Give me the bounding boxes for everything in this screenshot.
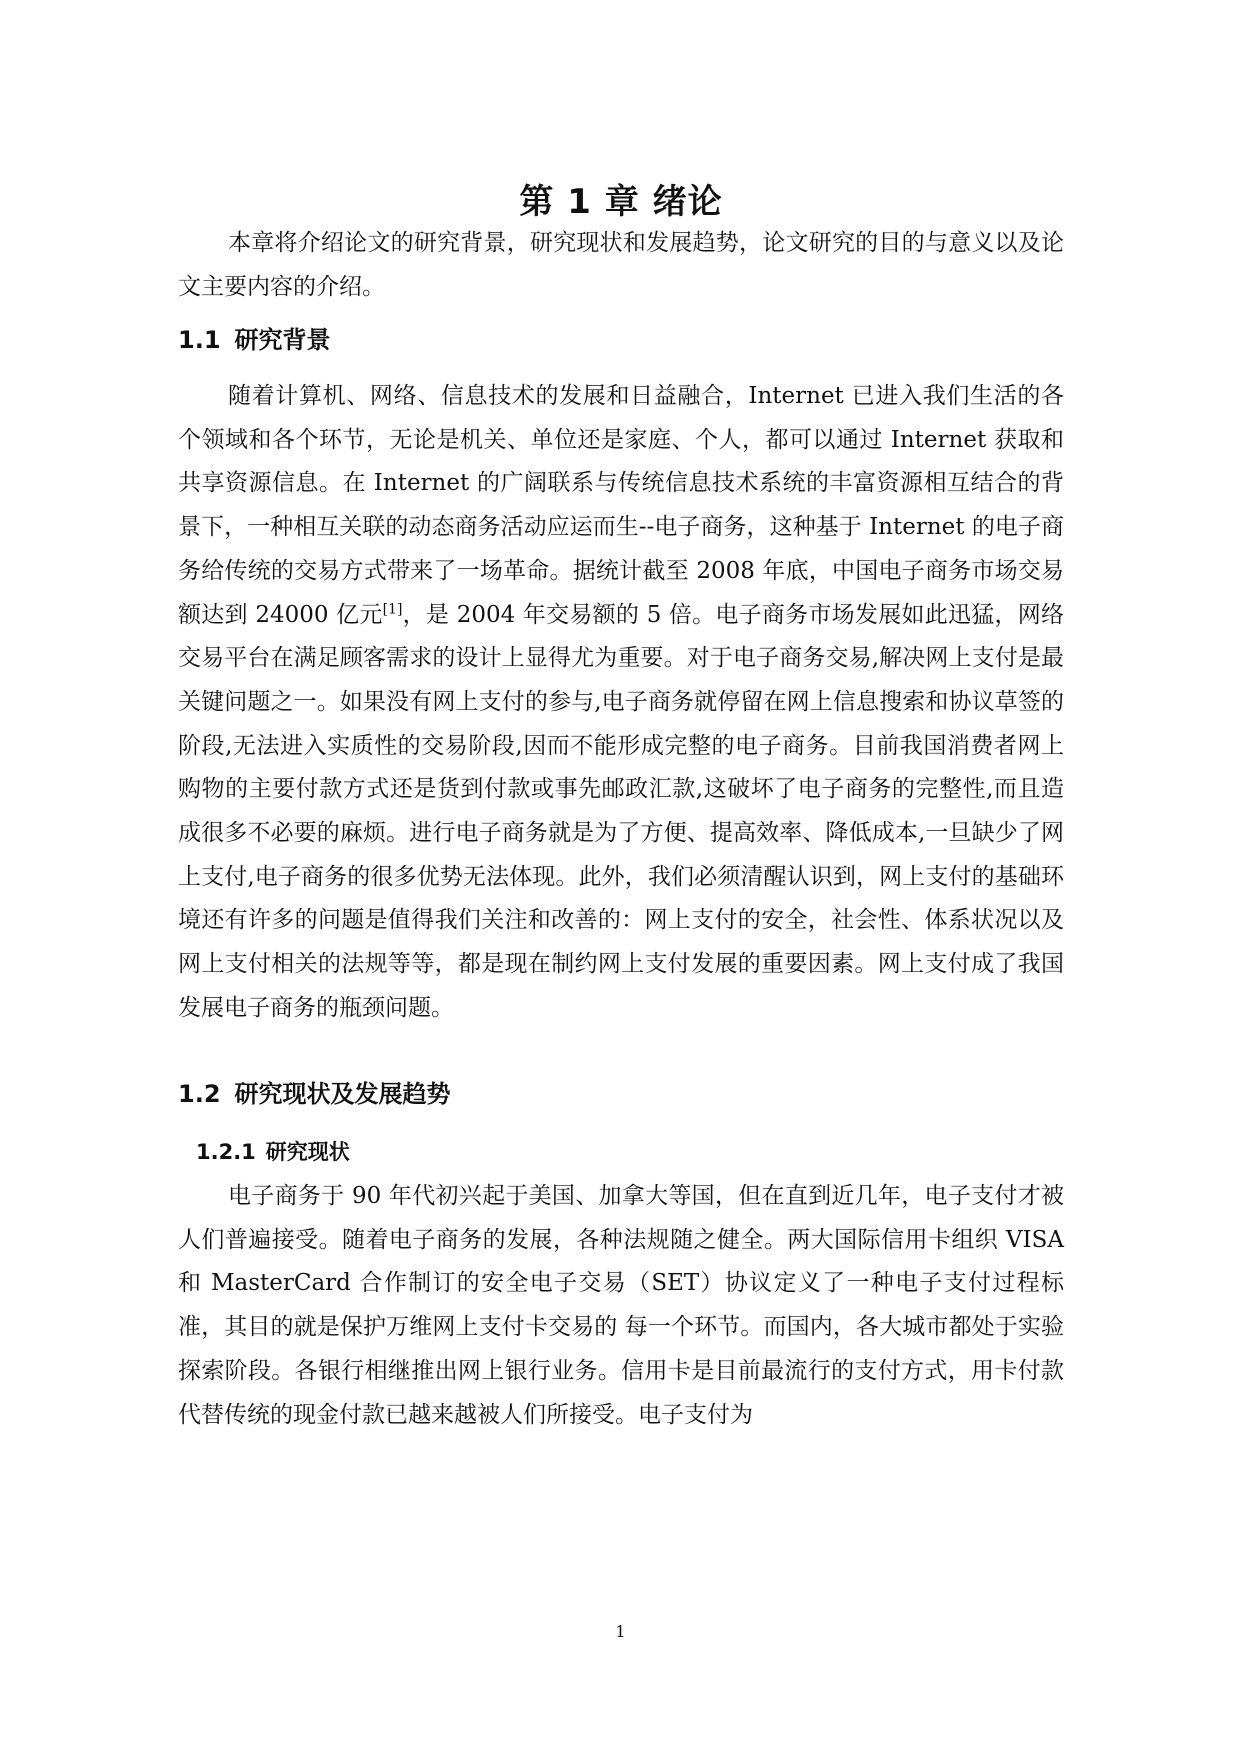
section-title: 研究现状及发展趋势 xyxy=(234,1080,451,1108)
chapter-title: 第 1 章 绪论 xyxy=(519,182,723,222)
background-text-part-1: 随着计算机、网络、信息技术的发展和日益融合，Internet 已进入我们生活的各个领域和各个环节，无论是机关、单位还是家庭、个人，都可以通过 Internet 获取和共享资源信息。在 Internet 的广阔联系与传统信息技术系统的丰富资源相互结合的背景下，一种相互关联的动态商务活动应运而生--电子商务，这种基于 Internet 的电子商务给传统的交易方式带来了一场革命。据统计截至 2008 年底，中国电子商务市场交易额达到 24000 亿元 xyxy=(178,383,1064,628)
citation-ref: [1] xyxy=(382,600,403,617)
subsection-heading-1-2-1 xyxy=(196,1136,1064,1168)
section-title: 研究背景 xyxy=(234,326,331,354)
section-heading-1-2 xyxy=(178,1076,1064,1112)
intro-paragraph: 本章将介绍论文的研究背景，研究现状和发展趋势，论文研究的目的与意义以及论文主要内容的介绍。 xyxy=(178,230,1064,300)
section-number: 1.1 xyxy=(178,326,221,354)
background-paragraph xyxy=(178,375,1064,1031)
background-text-part-2: ，是 2004 年交易额的 5 倍。电子商务市场发展如此迅猛，网络交易平台在满足顾客需求的设计上显得尤为重要。对于电子商务交易,解决网上支付是最关键问题之一。如果没有网上支付的参与,电子商务就停留在网上信息搜索和协议草签的阶段,无法进入实质性的交易阶段,因而不能形成完整的电子商务。目前我国消费者网上购物的主要付款方式还是货到付款或事先邮政汇款,这破坏了电子商务的完整性,而且造成很多不必要的麻烦。进行电子商务就是为了方便、提高效率、降低成本,一旦缺少了网上支付,电子商务的很多优势无法体现。此外，我们必须清醒认识到，网上支付的基础环境还有许多的问题是值得我们关注和改善的：网上支付的安全，社会性、体系状况以及网上支付相关的法规等等，都是现在制约网上支付发展的重要因素。网上支付成了我国发展电子商务的瓶颈问题。 xyxy=(178,601,1064,1021)
status-paragraph: 电子商务于 90 年代初兴起于美国、加拿大等国，但在直到近几年，电子支付才被人们普遍接受。随着电子商务的发展，各种法规随之健全。两大国际信用卡组织 VISA 和 MasterCard 合作制订的安全电子交易（SET）协议定义了一种电子支付过程标准，其目的就是保护万维网上支付卡交易的 每一个环节。而国内，各大城市都处于实验探索阶段。各银行相继推出网上银行业务。信用卡是目前最流行的支付方式，用卡付款代替传统的现金付款已越来越被人们所接受。电子支付为 xyxy=(178,1183,1064,1428)
section-heading-1-1 xyxy=(178,322,1064,358)
subsection-title: 研究现状 xyxy=(265,1140,350,1164)
section-number: 1.2 xyxy=(178,1080,221,1108)
subsection-number: 1.2.1 xyxy=(196,1140,256,1164)
page-number: 1 xyxy=(615,1622,626,1641)
